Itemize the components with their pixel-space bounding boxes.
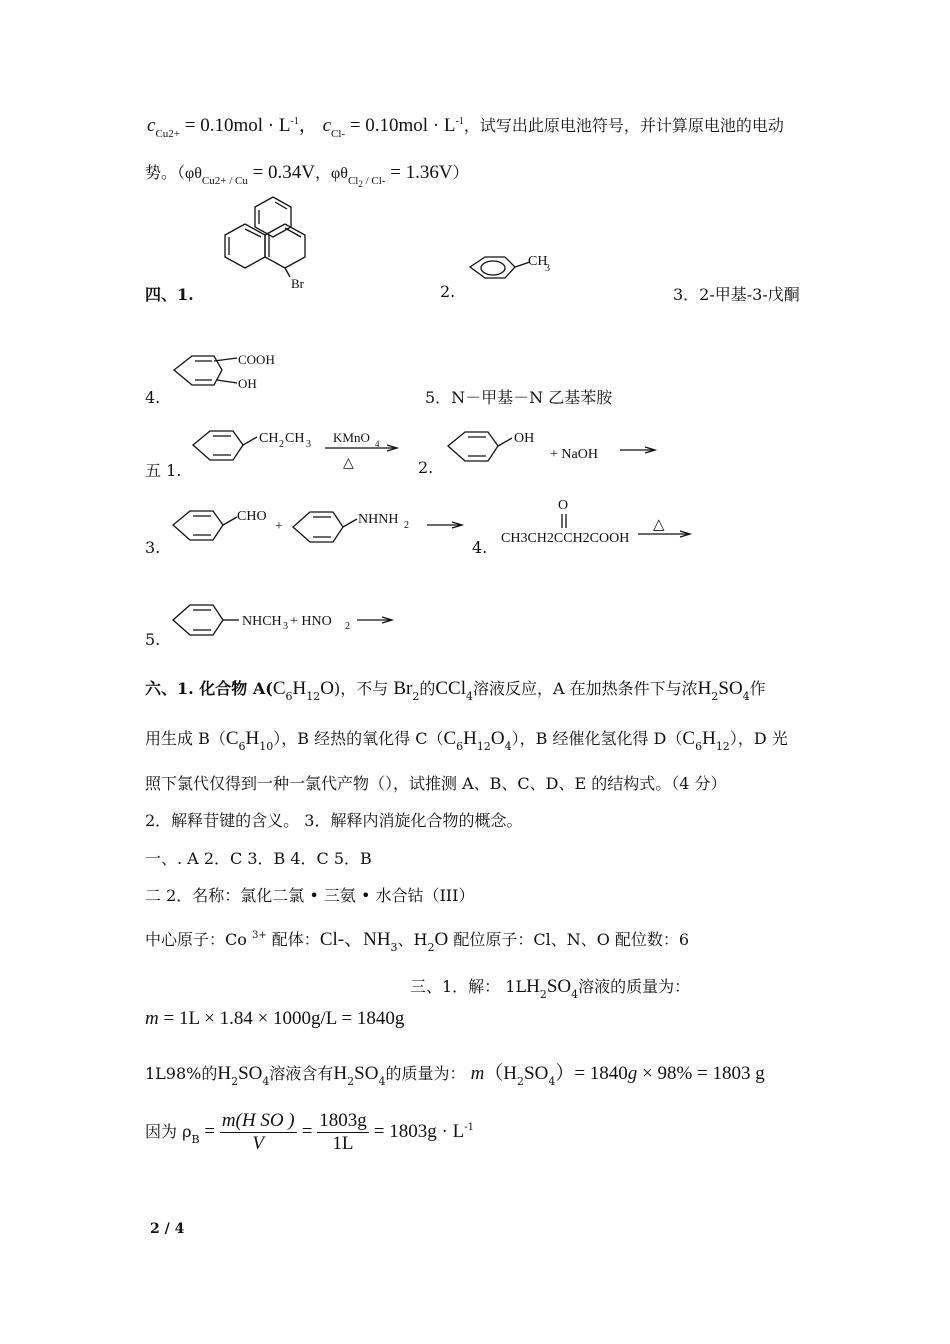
- svg-text:2: 2: [345, 621, 350, 632]
- svg-text:2: 2: [404, 520, 409, 531]
- coordination-line: 中心原子：Co $^{3+}$ 配体：Cl-、$NH_3$、$H_2O$ 配位原子：Cl、N、O 配位数：6: [145, 929, 690, 954]
- svg-text:KMnO: KMnO: [333, 430, 370, 445]
- reaction1: [185, 415, 420, 475]
- toluene-structure: [460, 242, 570, 297]
- svg-text:△: △: [343, 456, 354, 471]
- reaction4: [498, 492, 698, 550]
- svg-text:2: 2: [279, 439, 284, 450]
- potential-line: 势。（$\varphi\theta_{Cu2+ / Cu} = 0.34V$，$\varphi\theta_{Cl2}$ $_{/ Cl-}$ = 1.36V）: [145, 162, 469, 189]
- section5-label: 五 1.: [145, 461, 182, 480]
- svg-text:NHCH: NHCH: [242, 614, 282, 629]
- svg-text:OH: OH: [514, 431, 535, 446]
- svg-text:CH: CH: [259, 431, 279, 446]
- svg-text:Br: Br: [291, 276, 304, 291]
- svg-text:O: O: [558, 498, 569, 513]
- section6-line2: 用生成 $B(C_6H_{10})$，B 经热的氧化得 $C(C_6H_{12}O_4)$，B 经催化氢化得 $D(C_6H_{12})$，D 光: [145, 728, 788, 753]
- reaction5: [165, 588, 405, 648]
- svg-text:+ NaOH: + NaOH: [550, 447, 598, 462]
- reaction3: [165, 495, 465, 555]
- bromophenanthrene-structure: [195, 195, 325, 295]
- q2-label: 2.: [440, 282, 456, 301]
- answers-section1: 一、. A 2．C 3．B 4．C 5．B: [145, 849, 372, 868]
- svg-text:3: 3: [283, 621, 288, 632]
- section6-line1: 六、1. 化合物 $A(C_6H_{12}O)$，不与 $Br_2$的CCl$_4$溶液反应，A 在加热条件下与浓$H_2SO_4$作: [145, 678, 766, 703]
- c-cu: c: [147, 115, 156, 136]
- svg-text:CH: CH: [285, 431, 305, 446]
- mass-equation: m = 1L × 1.84 × 1000g/L = 1840g: [145, 1008, 405, 1029]
- svg-text:3: 3: [545, 263, 550, 274]
- svg-text:CH: CH: [528, 254, 548, 269]
- r4-label: 4.: [472, 538, 488, 557]
- page-number: 2 / 4: [150, 1221, 185, 1237]
- section6-line4: 2．解释苷键的含义。 3．解释内消旋化合物的概念。: [145, 811, 523, 830]
- svg-text:NHNH: NHNH: [358, 512, 399, 527]
- density-equation: 因为 $\rho_B$ = $\frac{\text{m(H SO )}}{V}$ = $\frac{1803g}{1L}$ = $1803g \cdot L^{-1}$: [145, 1110, 474, 1154]
- svg-text:OH: OH: [238, 376, 257, 391]
- reaction2: [440, 418, 665, 473]
- ring-left: [225, 224, 265, 268]
- section4-label: 四、1.: [145, 285, 194, 304]
- r5-label: 5.: [145, 630, 161, 649]
- svg-text:4: 4: [375, 439, 380, 449]
- solution-intro: 三、1．解： $1LH_2SO_4$溶液的质量为：: [410, 976, 691, 1001]
- q4-label: 4.: [145, 388, 161, 407]
- svg-text:△: △: [653, 517, 665, 533]
- svg-text:CH3CH2CCH2COOH: CH3CH2CCH2COOH: [501, 531, 630, 546]
- svg-text:CHO: CHO: [237, 509, 267, 524]
- h2so4-mass-line: 1L98%的$H_2SO_4$溶液含有$H_2SO_4$的质量为： $m(H_2SO_4)= 1840g \times 98\% = 1803$ g: [145, 1063, 765, 1088]
- svg-text:3: 3: [306, 439, 311, 450]
- svg-text:+: +: [275, 519, 283, 534]
- r3-label: 3.: [145, 538, 161, 557]
- salicylic-acid-structure: [162, 340, 292, 405]
- svg-text:+ HNO: + HNO: [290, 614, 332, 629]
- q3-name: 3．2-甲基-3-戊酮: [673, 285, 800, 304]
- section6-line3: 照下氯代仅得到一种一氯代产物（），试推测 A、B、C、D、E 的结构式。（4 分）: [145, 774, 727, 793]
- r2-label: 2.: [418, 458, 434, 477]
- answers-section2: 二 2．名称：氯化二氯 • 三氨 • 水合钴（III）: [145, 886, 475, 905]
- svg-text:COOH: COOH: [238, 352, 275, 367]
- concentration-line: $c_{Cu2+} = 0.10mol \cdot L^{-1}$， $c_{Cl-} = 0.10mol \cdot L^{-1}$，试写出此原电池符号，并计算原电池的电动: [147, 115, 784, 140]
- q5-name: 5．N－甲基－N 乙基苯胺: [425, 388, 613, 407]
